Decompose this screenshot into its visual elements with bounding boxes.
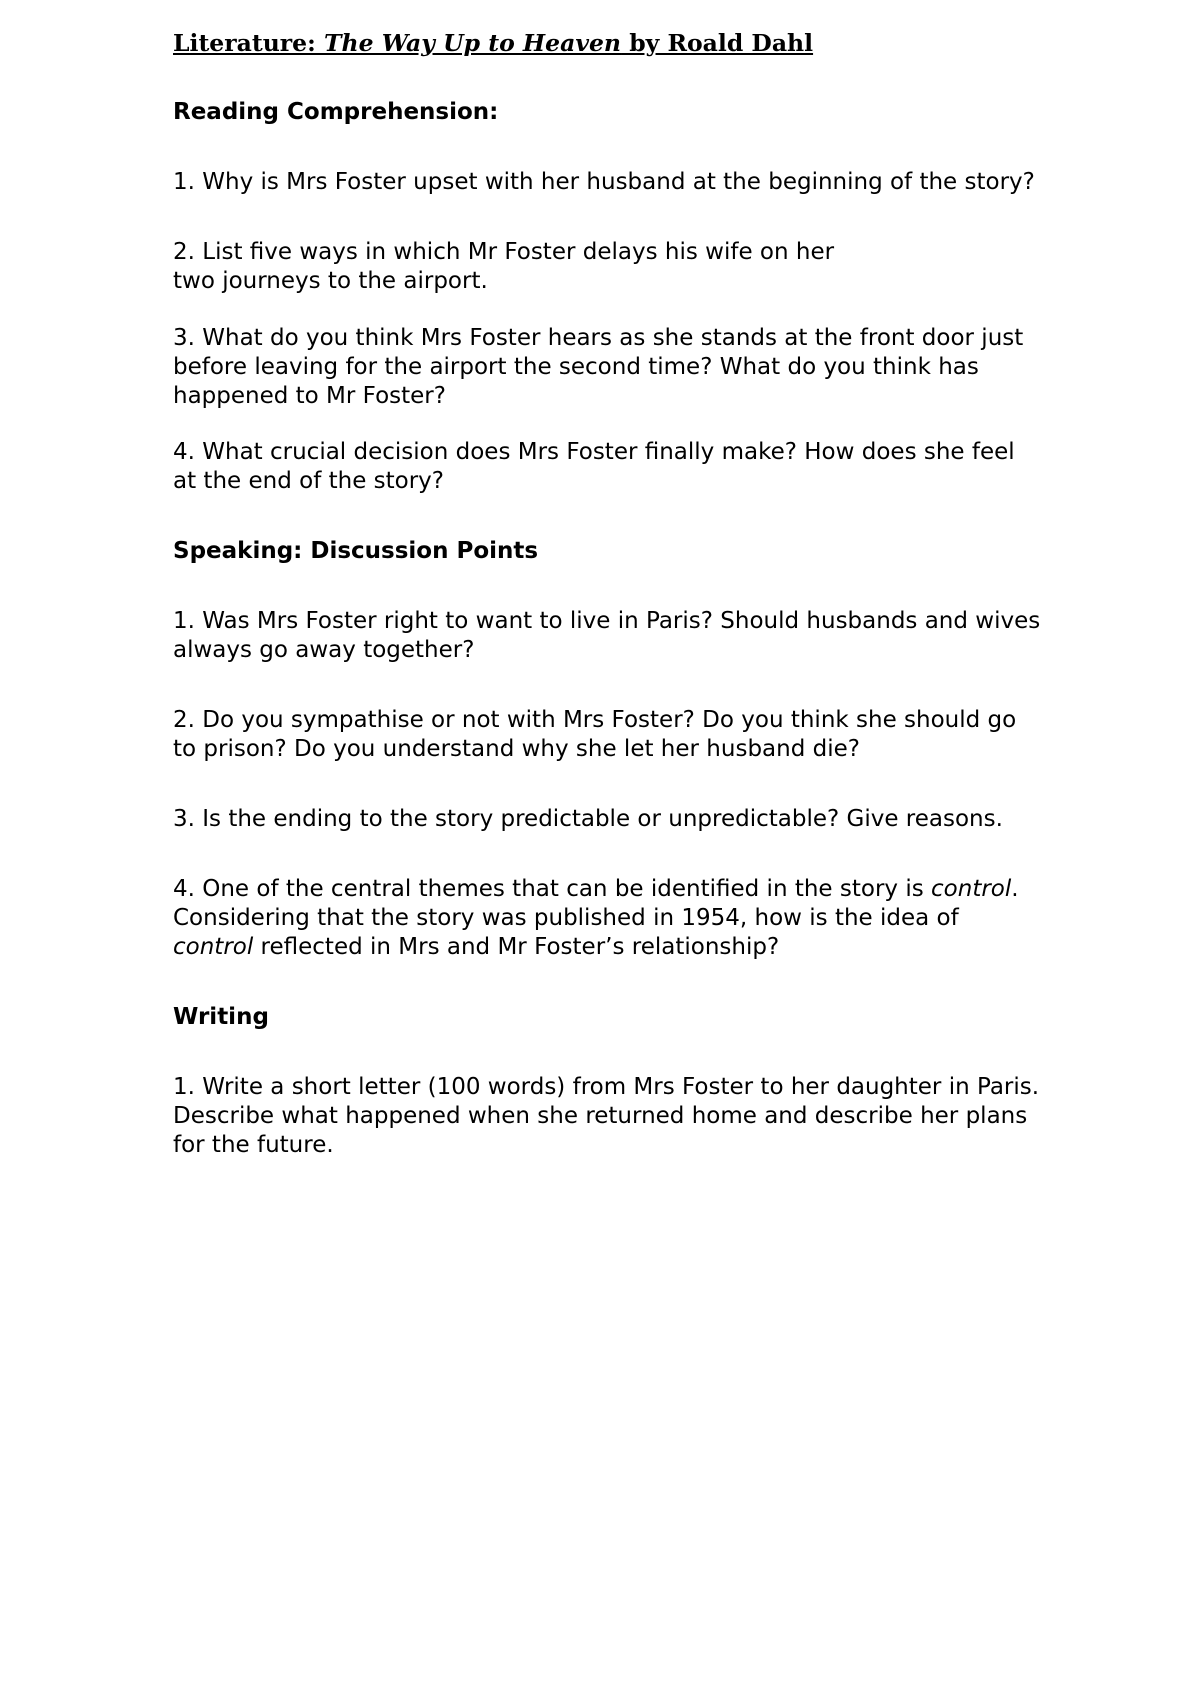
speaking-question-3: 3. Is the ending to the story predictable or unpredictable? Give reasons. — [173, 806, 1003, 832]
title-suffix: by Roald Dahl — [621, 29, 814, 57]
control-term-2: control — [173, 934, 254, 960]
reading-question-3: 3. What do you think Mrs Foster hears as she stands at the front door just before leaving for the airport the second time? What do you think has happened to Mr Foster? — [173, 325, 1024, 409]
reading-heading: Reading Comprehension: — [173, 99, 499, 125]
speaking-question-1: 1. Was Mrs Foster right to want to live in Paris? Should husbands and wives always go away together? — [173, 608, 1041, 663]
reading-question-2-line-2: two journeys to the airport. — [173, 268, 488, 294]
reading-question-2 — [173, 238, 1043, 296]
title-prefix: Literature: — [173, 29, 324, 57]
speaking-question-4-part-1: 4. One of the central themes that can be identified in the story is — [173, 876, 932, 902]
speaking-question-4-part-2: . Considering that the story was published in 1954, how is the idea of — [173, 876, 1019, 931]
title-work: The Way Up to Heaven — [324, 29, 622, 57]
document-title — [173, 28, 1043, 58]
document-content — [173, 28, 1043, 1160]
writing-question-1: 1. Write a short letter (100 words) from Mrs Foster to her daughter in Paris. Describe what happened when she returned home and describe her plans for the future. — [173, 1074, 1040, 1158]
speaking-heading: Speaking: Discussion Points — [173, 538, 539, 564]
speaking-question-4 — [173, 875, 1043, 962]
writing-heading: Writing — [173, 1004, 269, 1030]
reading-question-1: 1. Why is Mrs Foster upset with her husband at the beginning of the story? — [173, 169, 1035, 195]
speaking-question-2: 2. Do you sympathise or not with Mrs Foster? Do you think she should go to prison? Do you understand why she let her husband die? — [173, 707, 1017, 762]
reading-question-4: 4. What crucial decision does Mrs Foster finally make? How does she feel at the end of the story? — [173, 439, 1015, 494]
speaking-question-4-part-3: reflected in Mrs and Mr Foster’s relationship? — [253, 934, 780, 960]
control-term-1: control — [931, 876, 1012, 902]
reading-question-2-line-1: 2. List five ways in which Mr Foster delays his wife on her — [173, 239, 835, 265]
